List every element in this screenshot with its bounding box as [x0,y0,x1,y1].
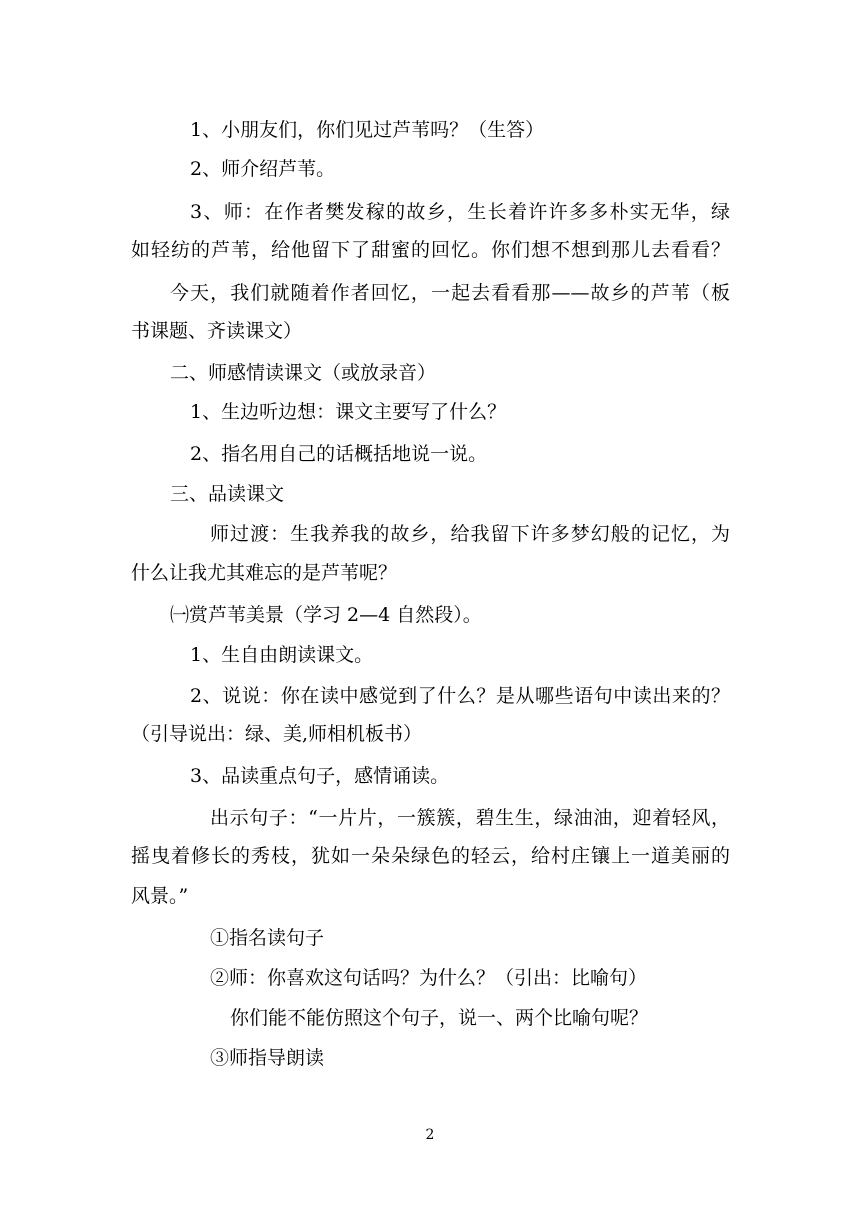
text-line-4: 如轻纺的芦苇，给他留下了甜蜜的回忆。你们想不想到那儿去看看？ [131,239,730,261]
quote-line-3: 风景。” [131,885,189,907]
list-item-3: ③师指导朗读 [210,1047,325,1069]
text-line-5: 今天，我们就随着作者回忆，一起去看看那——故乡的芦苇（板 [170,282,730,304]
text-line-2: 2、师介绍芦苇。 [190,158,336,180]
text-line-17: 3、品读重点句子，感情诵读。 [190,765,450,787]
text-line-11: 师过渡：生我养我的故乡，给我留下许多梦幻般的记忆，为 [210,523,730,545]
text-line-15: 2、说说：你在读中感觉到了什么？是从哪些语句中读出来的？ [190,685,730,707]
quote-line-2: 摇曳着修长的秀枝，犹如一朵朵绿色的轻云，给村庄镶上一道美丽的 [131,845,730,867]
section-heading-2: 二、师感情读课文（或放录音） [170,362,437,384]
list-item-1: ①指名读句子 [210,927,325,949]
text-line-12: 什么让我尤其难忘的是芦苇呢？ [131,562,398,584]
text-line-6: 书课题、齐读课文） [131,320,303,342]
text-line-3: 3、师：在作者樊发稼的故乡，生长着许许多多朴实无华，绿 [190,201,730,223]
page-number: 2 [425,1127,435,1143]
quote-line-1: 出示句子：“一片片，一簇簇，碧生生，绿油油，迎着轻风， [210,807,730,829]
subsection-heading-1: ㈠赏芦苇美景（学习 2—4 自然段）。 [170,604,482,626]
text-line-16: （引导说出：绿、美,师相机板书） [131,723,423,745]
list-item-2: ②师：你喜欢这句话吗？为什么？（引出：比喻句） [210,967,648,989]
text-line-14: 1、生自由朗读课文。 [190,644,374,666]
text-line-1: 1、小朋友们，你们见过芦苇吗？（生答） [190,119,545,141]
text-line-9: 2、指名用自己的话概括地说一说。 [190,443,488,465]
text-line-8: 1、生边听边想：课文主要写了什么？ [190,401,507,423]
text-line-23: 你们能不能仿照这个句子，说一、两个比喻句呢？ [230,1007,649,1029]
section-heading-3: 三、品读课文 [170,483,285,505]
